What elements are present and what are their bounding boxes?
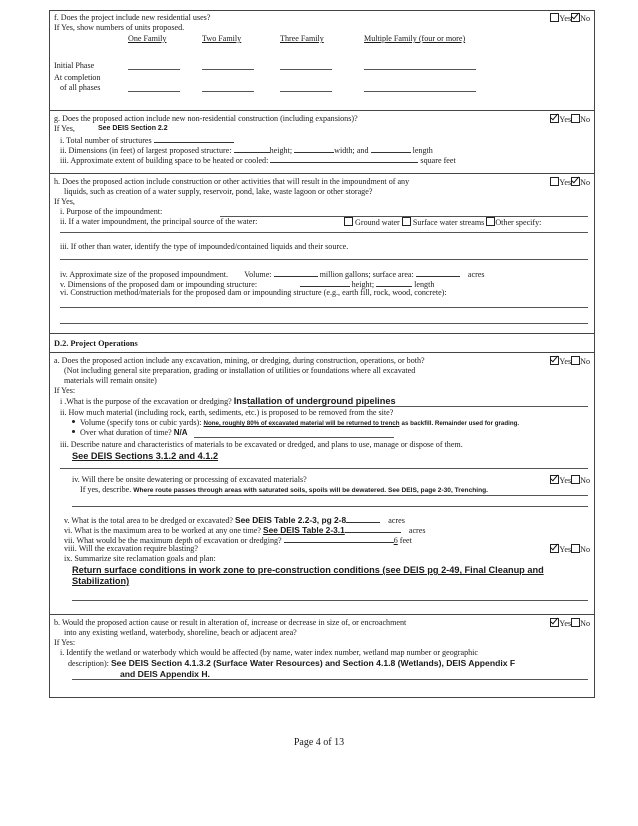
col-two-family: Two Family (202, 34, 242, 43)
yes-checkbox-a[interactable] (550, 356, 559, 365)
no-checkbox-h[interactable] (571, 177, 580, 186)
b-identify-line2: description): See DEIS Section 4.1.3.2 (Surface Water Resources) and Section 4.1.8 (Wetlands), DEIS Appendix F (68, 658, 516, 668)
a-ifyes: If Yes: (54, 386, 76, 395)
a-max-depth-answer: 6 (393, 536, 398, 545)
a-reclamation-answer-1: Return surface conditions in work zone to pre-construction conditions (see DEIS pg 2-49, Final Cleanup and (72, 565, 544, 575)
a-material-amount: ii. How much material (including rock, earth, sediments, etc.) is proposed to be removed from the site? (60, 408, 394, 417)
h-purpose: i. Purpose of the impoundment: (60, 207, 163, 216)
question-g: g. Does the proposed action include new non-residential construction (including expansions)? (54, 114, 358, 123)
blank-completion-multiple[interactable] (364, 91, 476, 92)
section-g-nonresidential (50, 111, 594, 174)
a-dewatering: iv. Will there be onsite dewatering or processing of excavated materials? (72, 475, 307, 484)
row-all-phases: of all phases (60, 83, 101, 92)
g-structures-blank[interactable] (154, 134, 234, 143)
d2-divider (50, 352, 594, 353)
a-duration-line (194, 437, 394, 438)
no-checkbox-a[interactable] (571, 356, 580, 365)
a-dewatering-answer: Where route passes through areas with saturated soils, spoils will be dewatered. See DEIS, page 2-30, Trenching. (133, 487, 488, 494)
blank-initial-two[interactable] (202, 69, 254, 70)
a-total-area-answer: See DEIS Table 2.2-3, pg 2-8 (235, 515, 347, 525)
other-source-checkbox[interactable] (486, 217, 495, 226)
b-identify-answer-2: and DEIS Appendix H. (120, 669, 210, 679)
a-volume-answer: None, roughly 80% of excavated material will be returned to trench (203, 420, 400, 427)
question-a-line3: materials will remain onsite) (64, 376, 157, 385)
g-sqft-blank[interactable] (270, 154, 418, 163)
question-a-line2: (Not including general site preparation, grading or installation of utilities or foundations where all excavated (64, 366, 416, 375)
yes-checkbox-b[interactable] (550, 618, 559, 627)
yes-checkbox-blasting[interactable] (550, 544, 559, 553)
blank-completion-three[interactable] (280, 91, 332, 92)
b-identify-line (72, 679, 588, 680)
h-method-blank-2[interactable] (60, 323, 588, 324)
col-one-family: One Family (128, 34, 167, 43)
h-water-source: ii. If a water impoundment, the principal source of the water: (60, 217, 258, 226)
g-dimensions: ii. Dimensions (in feet) of largest proposed structure: height; width; and length (60, 146, 433, 155)
question-b-line2: into any existing wetland, waterbody, shoreline, beach or adjacent area? (64, 628, 297, 637)
h-volume-blank[interactable] (274, 268, 318, 277)
g-ifyes: If Yes, (54, 124, 75, 133)
yes-checkbox-f[interactable] (550, 13, 559, 22)
no-checkbox-f[interactable] (571, 13, 580, 22)
question-h-line2: liquids, such as creation of a water supply, reservoir, pond, lake, waste lagoon or other storage? (64, 187, 373, 196)
h-area-blank[interactable] (416, 268, 460, 277)
row-initial-phase: Initial Phase (54, 61, 95, 70)
a-dewatering-line (148, 495, 588, 496)
blank-initial-one[interactable] (128, 69, 180, 70)
yes-no-h: Yes No (550, 177, 590, 187)
yes-no-g: Yes No (550, 114, 590, 124)
yes-no-b: Yes No (550, 618, 590, 628)
col-multiple-family: Multiple Family (four or more) (364, 34, 466, 43)
b-identify-answer-1: See DEIS Section 4.1.3.2 (Surface Water Resources) and Section 4.1.8 (Wetlands), DEIS Appendix F (110, 658, 516, 668)
g-width-blank[interactable] (294, 144, 334, 153)
a-max-area-answer: See DEIS Table 2-3.1 (263, 525, 345, 535)
question-b-line1: b. Would the proposed action cause or result in alteration of, increase or decrease in size of, or encroachment (54, 618, 407, 627)
row-at-completion: At completion (54, 73, 101, 82)
page-number: Page 4 of 13 (293, 737, 345, 748)
a-purpose-answer: Installation of underground pipelines (233, 396, 396, 406)
yes-checkbox-dewatering[interactable] (550, 475, 559, 484)
question-f: f. Does the project include new residential uses? (54, 13, 211, 22)
a-purpose-line (248, 406, 588, 407)
units-instruction: If Yes, show numbers of units proposed. (54, 23, 185, 32)
blank-initial-three[interactable] (280, 69, 332, 70)
section-d2-operations (50, 334, 594, 615)
b-identify-line1: i. Identify the wetland or waterbody which would be affected (by name, water index number, wetland map number or geographic (60, 648, 479, 657)
a-blasting: viii. Will the excavation require blasting? (64, 544, 198, 553)
g-answer: See DEIS Section 2.2 (98, 125, 168, 132)
g-length-blank[interactable] (371, 144, 411, 153)
a-dewatering-describe: If yes, describe. Where route passes through areas with saturated soils, spoils will be dewatered. See DEIS, page 2-30, Trenching. (80, 485, 488, 494)
a-max-area: vi. What is the maximum area to be worked at any one time? See DEIS Table 2-3.1 acres (64, 525, 426, 535)
yes-no-a: Yes No (550, 356, 590, 366)
a-total-area: v. What is the total area to be dredged or excavated? See DEIS Table 2.2-3, pg 2-8 acres (64, 515, 405, 525)
h-size: iv. Approximate size of the proposed impoundment. Volume: million gallons; surface area: acres (60, 270, 485, 279)
g-heated-space: iii. Approximate extent of building space to be heated or cooled: square feet (60, 156, 456, 165)
section-f-residential (50, 11, 594, 111)
a-purpose: i .What is the purpose of the excavation or dredging? Installation of underground pipelines (60, 396, 396, 406)
ground-water-checkbox[interactable] (344, 217, 353, 226)
g-height-blank[interactable] (234, 144, 270, 153)
yes-checkbox-g[interactable] (550, 114, 559, 123)
blank-completion-two[interactable] (202, 91, 254, 92)
h-dam-height-blank[interactable] (300, 278, 350, 287)
a-duration-answer: N/A (173, 428, 188, 437)
no-checkbox-blasting[interactable] (571, 544, 580, 553)
g-total-structures: i. Total number of structures (60, 134, 234, 146)
section-h-impoundment (50, 174, 594, 334)
no-checkbox-g[interactable] (571, 114, 580, 123)
question-h-line1: h. Does the proposed action include construction or other activities that will result in the impoundment of any (54, 177, 410, 186)
section-b-wetlands (50, 615, 594, 697)
a-material-nature: iii. Describe nature and characteristics of materials to be excavated or dredged, and plans to use, manage or dispose of them. (60, 440, 463, 449)
d2-title: D.2. Project Operations (54, 339, 138, 348)
h-method-blank-1[interactable] (60, 307, 588, 308)
b-ifyes: If Yes: (54, 638, 76, 647)
blank-completion-one[interactable] (128, 91, 180, 92)
yes-no-f: Yes No (550, 13, 590, 23)
a-volume: Volume (specify tons or cubic yards): None, roughly 80% of excavated material will be returned to trench as backfill. Remainder used for grading. (72, 418, 519, 429)
a-duration: Over what duration of time? N/A (72, 428, 188, 438)
h-source-options: Ground water Surface water streams Other specify: (344, 217, 541, 228)
a-reclamation-answer-2: Stabilization) (72, 576, 130, 586)
a-dewatering-blank[interactable] (72, 506, 588, 507)
a-nature-blank[interactable] (60, 468, 588, 469)
form-page (49, 10, 595, 698)
yes-checkbox-h[interactable] (550, 177, 559, 186)
yes-no-blasting: Yes No (550, 544, 590, 554)
blank-initial-multiple[interactable] (364, 69, 476, 70)
a-material-answer: See DEIS Sections 3.1.2 and 4.1.2 (72, 451, 219, 461)
h-dam-length-blank[interactable] (376, 278, 412, 287)
h-ifyes: If Yes, (54, 197, 75, 206)
h-construction-method: vi. Construction method/materials for the proposed dam or impounding structure (e.g., earth fill, rock, wood, concrete): (60, 288, 447, 297)
h-liquid-type: iii. If other than water, identify the type of impounded/contained liquids and their source. (60, 242, 349, 251)
no-checkbox-b[interactable] (571, 618, 580, 627)
a-reclamation: ix. Summarize site reclamation goals and plan: (64, 554, 216, 563)
question-a-line1: a. Does the proposed action include any excavation, mining, or dredging, during construction, operations, or both? (54, 356, 425, 365)
h-liquid-blank[interactable] (60, 259, 588, 260)
no-checkbox-dewatering[interactable] (571, 475, 580, 484)
a-max-depth: vii. What would be the maximum depth of excavation or dredging? 6 feet (64, 536, 412, 545)
h-other-blank[interactable] (60, 232, 588, 233)
a-reclamation-blank[interactable] (72, 600, 588, 601)
yes-no-dewatering: Yes No (550, 475, 590, 485)
surface-water-checkbox[interactable] (402, 217, 411, 226)
col-three-family: Three Family (280, 34, 324, 43)
h-dam-dimensions: v. Dimensions of the proposed dam or impounding structure: height; length (60, 280, 435, 289)
